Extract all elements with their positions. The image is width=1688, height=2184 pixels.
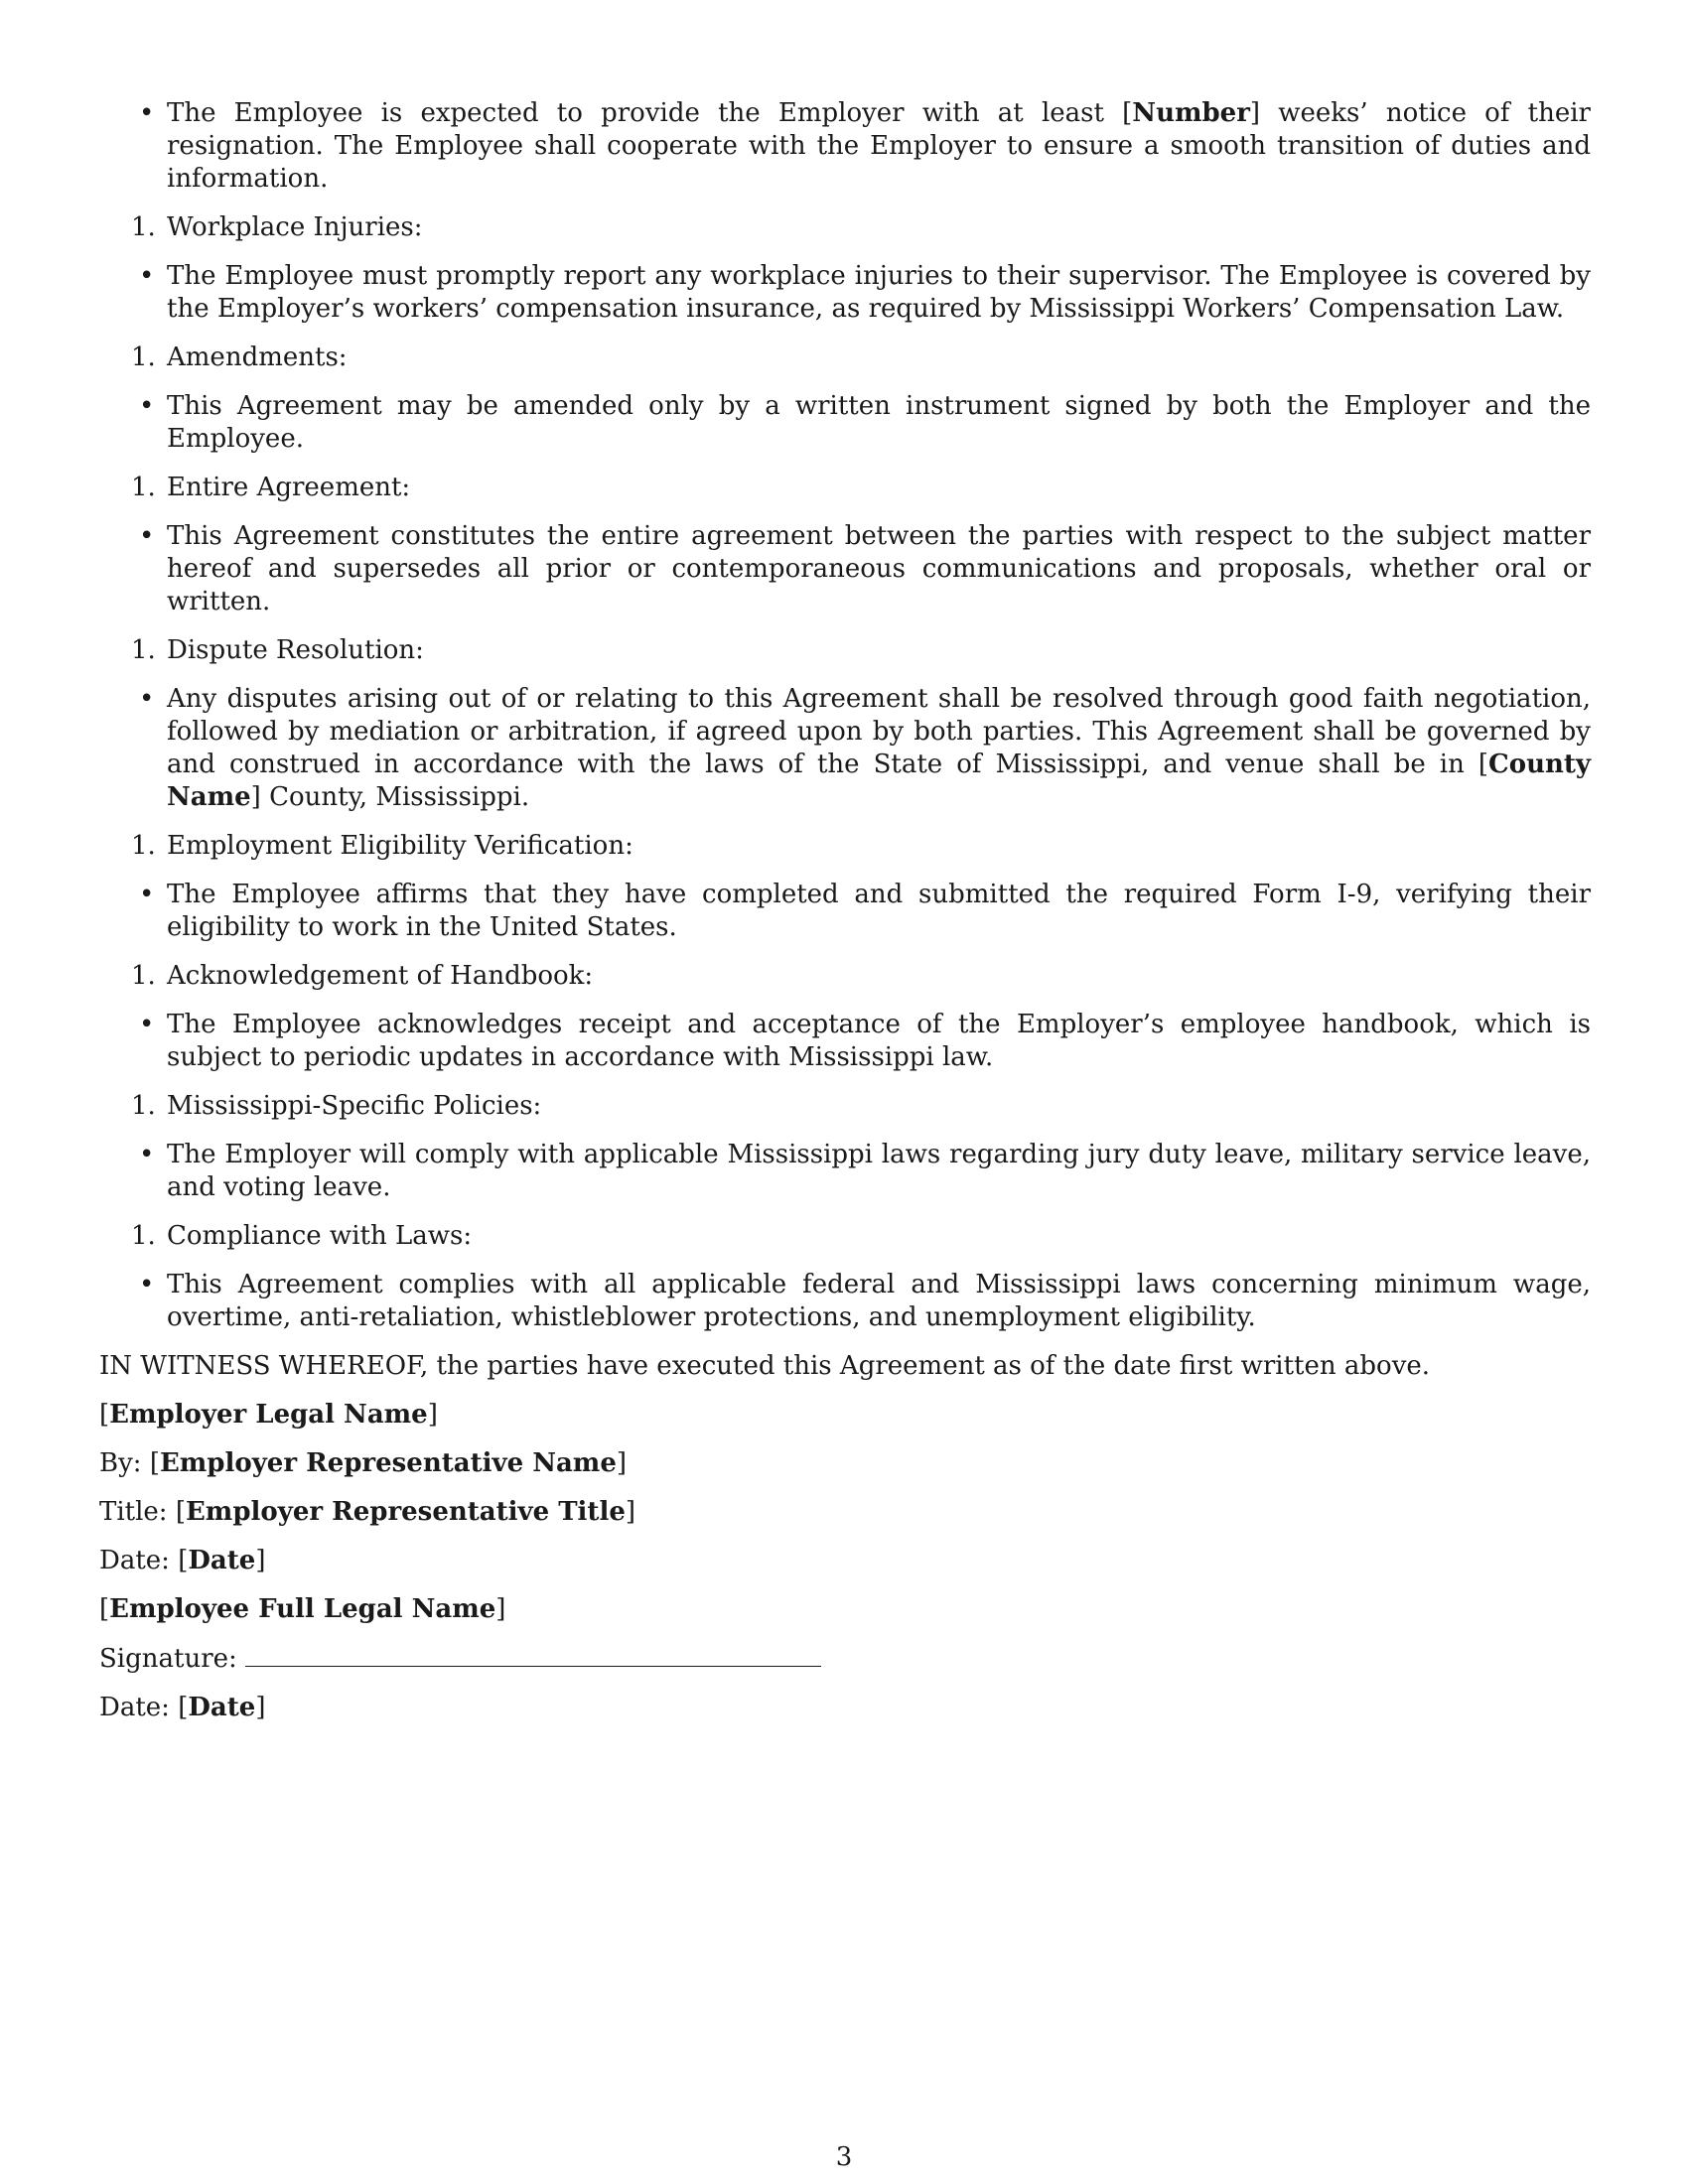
section-heading — [99, 1220, 1591, 1253]
text-run: Any disputes arising out of or relating to this Agreement shall be resolved through good faith negotiation, followed by mediation or arbitration, if agreed upon by both parties. This Agreement shall be governed by and construed in accordance with the laws of the State of Mississippi, and venue shall be in [ — [167, 684, 1591, 779]
bullet-paragraph — [99, 520, 1591, 618]
section-number: 1. — [131, 961, 156, 991]
section-heading — [99, 960, 1591, 993]
text-run: Title: [ — [99, 1497, 186, 1527]
text-run: By: [ — [99, 1448, 160, 1478]
bullet-paragraph — [99, 683, 1591, 814]
bullet-icon: • — [139, 880, 155, 909]
text-run: ] — [255, 1546, 266, 1575]
text-run: ] — [427, 1400, 438, 1430]
bullet-icon: • — [139, 521, 155, 551]
signature-block — [99, 1399, 1591, 1724]
text-run: This Agreement may be amended only by a written instrument signed by both the Employer and the Employee. — [167, 391, 1591, 454]
text-run: The Employee affirms that they have completed and submitted the required Form I-9, verifying their eligibility to work in the United States. — [167, 880, 1591, 942]
text-run: This Agreement constitutes the entire agreement between the parties with respect to the subject matter hereof and supersedes all prior or contemporaneous communications and proposals, whether oral or written. — [167, 521, 1591, 616]
section-number: 1. — [131, 1221, 156, 1251]
text-run: [ — [99, 1594, 110, 1624]
witness-statement: IN WITNESS WHEREOF, the parties have executed this Agreement as of the date first written above. — [99, 1351, 1431, 1381]
signature-line-5 — [99, 1642, 1591, 1676]
bullet-paragraph — [99, 1269, 1591, 1334]
text-run: Date: [ — [99, 1693, 189, 1722]
section-number: 1. — [131, 1091, 156, 1121]
section-heading — [99, 830, 1591, 863]
bullet-paragraph — [99, 1139, 1591, 1204]
bullet-icon: • — [139, 261, 155, 291]
section-number: 1. — [131, 635, 156, 665]
document-page — [99, 97, 1591, 1740]
signature-line-0 — [99, 1399, 1591, 1432]
text-run: ] — [625, 1497, 636, 1527]
section-number: 1. — [131, 342, 156, 372]
placeholder-field: Number — [1132, 98, 1250, 128]
section-heading — [99, 472, 1591, 504]
text-run: ] County, Mississippi. — [250, 782, 530, 812]
page-number: 3 — [835, 2142, 853, 2172]
section-heading — [99, 341, 1591, 374]
bullet-paragraph — [99, 879, 1591, 944]
signature-line-1 — [99, 1447, 1591, 1480]
section-title: Compliance with Laws: — [167, 1221, 473, 1251]
section-title: Amendments: — [167, 342, 348, 372]
signature-line-4 — [99, 1593, 1591, 1626]
placeholder-field: Employee Full Legal Name — [109, 1594, 496, 1624]
text-run: The Employer will comply with applicable Mississippi laws regarding jury duty leave, military service leave, and voting leave. — [167, 1140, 1591, 1202]
text-run: ] weeks’ notice of their resignation. The Employee shall cooperate with the Employer to ensure a smooth transition of duties and information. — [167, 98, 1591, 194]
text-run: The Employee must promptly report any workplace injuries to their supervisor. The Employee is covered by the Employer’s workers’ compensation insurance, as required by Mississippi Workers’ Compensation Law. — [167, 261, 1591, 324]
bullet-paragraph — [99, 260, 1591, 326]
bullet-icon: • — [139, 1010, 155, 1039]
placeholder-field: Employer Representative Name — [159, 1448, 617, 1478]
signature-input-line[interactable] — [245, 1642, 821, 1667]
text-run: Signature: — [99, 1644, 237, 1674]
section-title: Dispute Resolution: — [167, 635, 424, 665]
bullet-paragraph — [99, 1009, 1591, 1074]
section-number: 1. — [131, 831, 156, 861]
bullet-icon: • — [139, 684, 155, 714]
bullet-icon: • — [139, 98, 155, 128]
section-heading — [99, 211, 1591, 244]
placeholder-field: Employer Legal Name — [109, 1400, 428, 1430]
section-heading — [99, 1090, 1591, 1123]
placeholder-field: County Name — [167, 750, 1591, 812]
section-title: Acknowledgement of Handbook: — [167, 961, 594, 991]
signature-line-3 — [99, 1545, 1591, 1577]
signature-line-2 — [99, 1496, 1591, 1529]
text-run: Date: [ — [99, 1546, 189, 1575]
text-run: [ — [99, 1400, 110, 1430]
placeholder-field: Date — [188, 1693, 256, 1722]
signature-line-6 — [99, 1692, 1591, 1724]
text-run: ] — [255, 1693, 266, 1722]
section-title: Entire Agreement: — [167, 473, 411, 502]
section-title: Mississippi-Specific Policies: — [167, 1091, 542, 1121]
agreement-sections — [99, 97, 1591, 1334]
section-title: Workplace Injuries: — [167, 212, 423, 242]
bullet-icon: • — [139, 391, 155, 421]
text-run: The Employee is expected to provide the Employer with at least [ — [167, 98, 1133, 128]
section-heading — [99, 634, 1591, 667]
bullet-icon: • — [139, 1270, 155, 1299]
text-run: ] — [616, 1448, 628, 1478]
bullet-paragraph — [99, 390, 1591, 456]
text-run: The Employee acknowledges receipt and acceptance of the Employer’s employee handbook, which is subject to periodic updates in accordance with Mississippi law. — [167, 1010, 1591, 1072]
placeholder-field: Date — [188, 1546, 256, 1575]
text-run: This Agreement complies with all applicable federal and Mississippi laws concerning minimum wage, overtime, anti-retaliation, whistleblower protections, and unemployment eligibility. — [167, 1270, 1591, 1332]
section-number: 1. — [131, 473, 156, 502]
section-number: 1. — [131, 212, 156, 242]
section-title: Employment Eligibility Verification: — [167, 831, 633, 861]
placeholder-field: Employer Representative Title — [185, 1497, 626, 1527]
text-run: ] — [495, 1594, 506, 1624]
bullet-paragraph — [99, 97, 1591, 196]
bullet-icon: • — [139, 1140, 155, 1169]
